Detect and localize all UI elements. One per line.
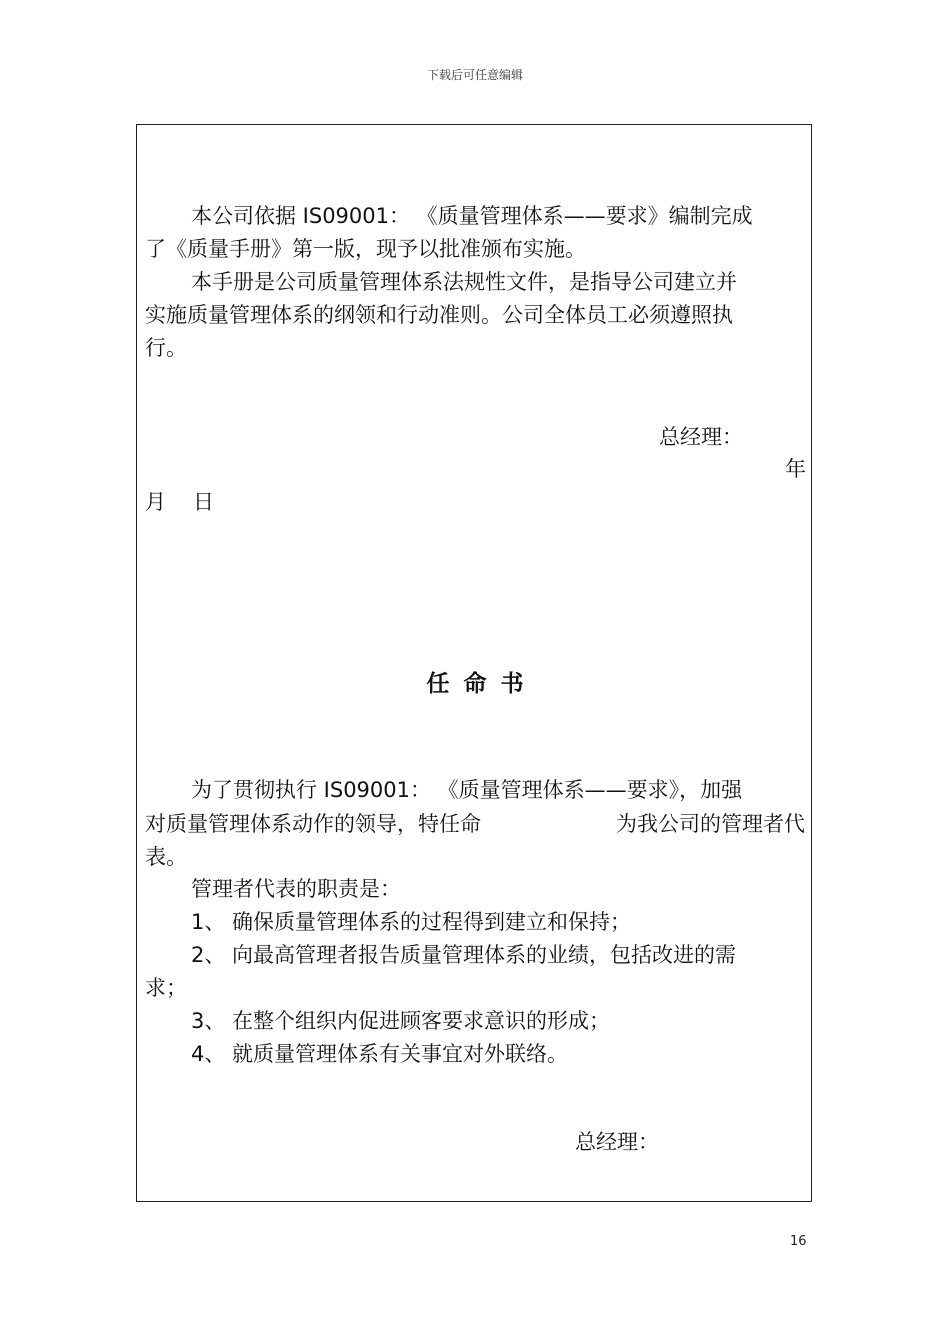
appointment-duties-heading: 管理者代表的职责是： bbox=[191, 877, 401, 901]
appointment-duty-2-cont: 求； bbox=[145, 976, 187, 1000]
appointment-line-2-end: 为我公司的管理者代 bbox=[616, 812, 805, 836]
approval-line-5: 行。 bbox=[145, 336, 187, 360]
approval-line-3: 本手册是公司质量管理体系法规性文件，是指导公司建立并 bbox=[191, 270, 737, 294]
appointment-title: 任命书 bbox=[426, 671, 538, 697]
appointment-signature-label: 总经理： bbox=[575, 1130, 659, 1154]
approval-day-label: 日 bbox=[193, 490, 214, 514]
appointment-duty-3: 3、 在整个组织内促进顾客要求意识的形成； bbox=[191, 1009, 611, 1033]
appointment-duty-2: 2、 向最高管理者报告质量管理体系的业绩，包括改进的需 bbox=[191, 943, 737, 967]
approval-year-label: 年 bbox=[785, 457, 806, 481]
appointment-line-2-start: 对质量管理体系动作的领导，特任命 bbox=[145, 812, 481, 836]
document-frame bbox=[136, 124, 812, 1202]
approval-line-1: 本公司依据 IS09001： 《质量管理体系——要求》编制完成 bbox=[191, 204, 753, 228]
appointment-line-3: 表。 bbox=[145, 845, 187, 869]
approval-line-4: 实施质量管理体系的纲领和行动准则。公司全体员工必须遵照执 bbox=[145, 303, 733, 327]
appointment-duty-4: 4、 就质量管理体系有关事宜对外联络。 bbox=[191, 1042, 569, 1066]
approval-month-label: 月 bbox=[145, 490, 166, 514]
appointment-line-1: 为了贯彻执行 IS09001： 《质量管理体系——要求》，加强 bbox=[191, 778, 743, 802]
page-number: 16 bbox=[790, 1234, 807, 1249]
appointment-duty-1: 1、 确保质量管理体系的过程得到建立和保持； bbox=[191, 910, 632, 934]
header-note: 下载后可任意编辑 bbox=[426, 68, 523, 82]
appointment-line-2 bbox=[145, 807, 805, 841]
approval-signature-label: 总经理： bbox=[659, 425, 743, 449]
approval-line-2: 了《质量手册》第一版，现予以批准颁布实施。 bbox=[145, 237, 586, 261]
